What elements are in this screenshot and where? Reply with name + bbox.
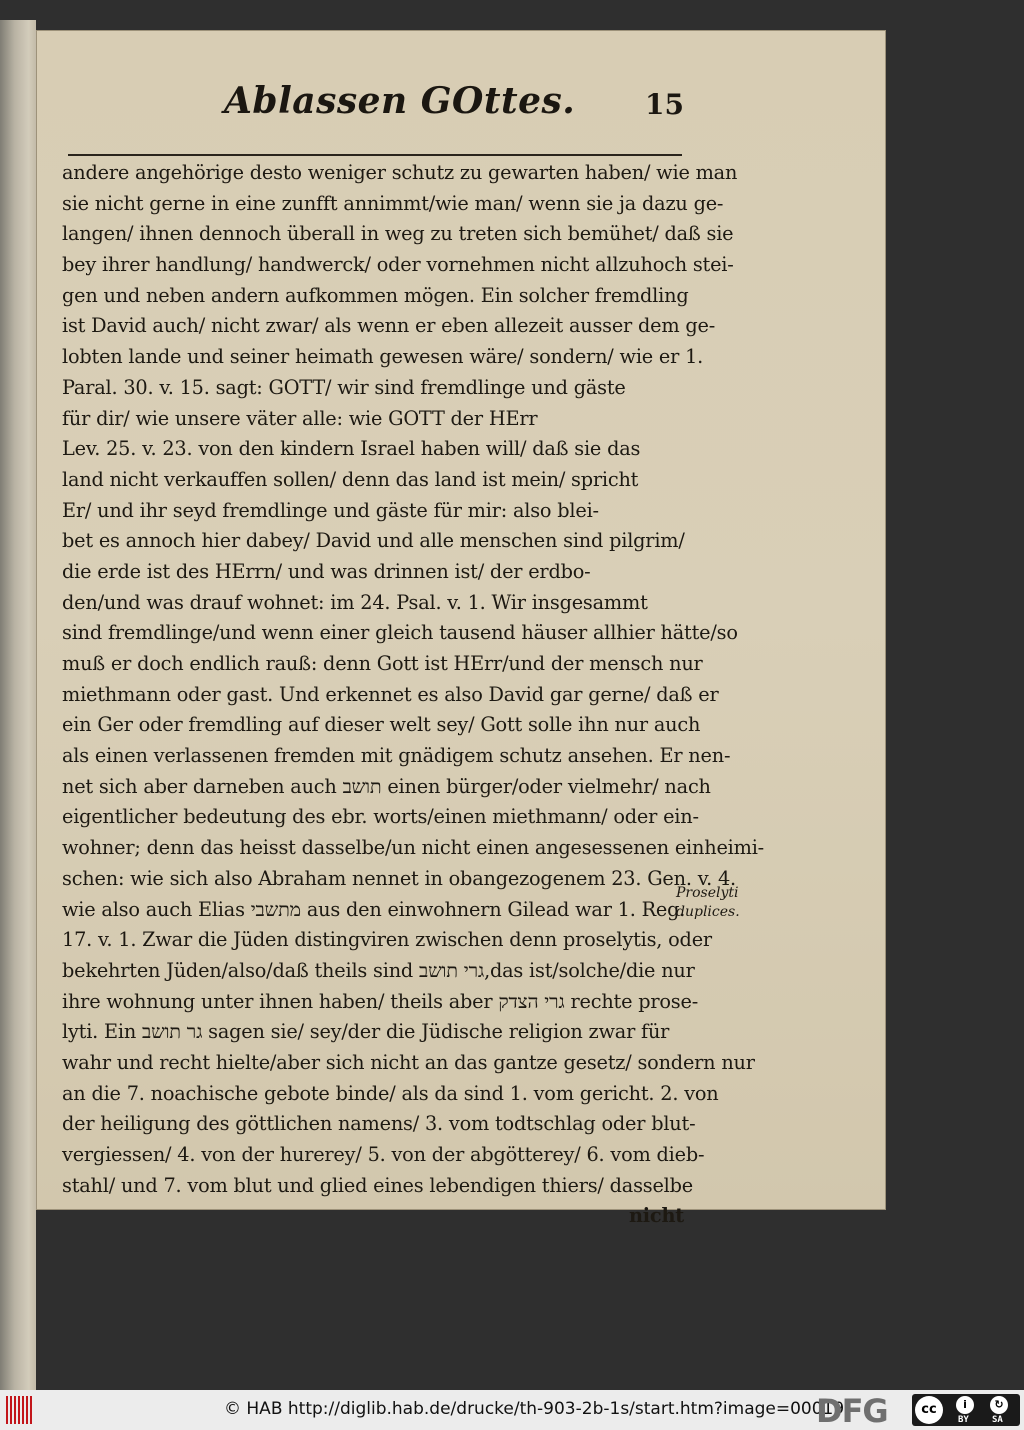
sa-icon: ↻	[990, 1396, 1008, 1414]
sa-label: SA	[992, 1415, 1003, 1425]
text-line: eigentlicher bedeutung des ebr. worts/einen miethmann/ oder ein-	[62, 805, 699, 829]
text-line: der heiligung des göttlichen namens/ 3. vom todtschlag oder blut-	[62, 1112, 696, 1136]
text-line: bekehrten Jüden/also/daß theils sind גרי תושב,das ist/solche/die nur	[62, 958, 695, 982]
text-line: Paral. 30. v. 15. sagt: GOTT/ wir sind fremdlinge und gäste	[62, 375, 626, 399]
text-line: sind fremdlinge/und wenn einer gleich tausend häuser allhier hätte/so	[62, 621, 738, 645]
marginal-note	[676, 884, 772, 922]
text-line: an die 7. noachische gebote binde/ als da sind 1. vom gericht. 2. von	[62, 1081, 719, 1105]
marginal-note-line: Proselyti	[676, 885, 739, 901]
text-line: net sich aber darneben auch תושב einen bürger/oder vielmehr/ nach	[62, 774, 711, 798]
text-line: wohner; denn das heisst dasselbe/un nicht einen angesessenen einheimi-	[62, 836, 764, 860]
barcode-icon	[6, 1396, 36, 1424]
text-line: Lev. 25. v. 23. von den kindern Israel haben will/ daß sie das	[62, 437, 641, 461]
cc-icon: cc	[915, 1396, 943, 1424]
text-line: gen und neben andern aufkommen mögen. Ein solcher fremdling	[62, 283, 689, 307]
text-line: sie nicht gerne in eine zunfft annimmt/wie man/ wenn sie ja dazu ge-	[62, 191, 724, 215]
text-line: als einen verlassenen fremden mit gnädigem schutz ansehen. Er nen-	[62, 744, 731, 768]
text-line: lyti. Ein גר תושב sagen sie/ sey/der die Jüdische religion zwar für	[62, 1020, 670, 1044]
by-label: BY	[958, 1415, 969, 1425]
text-line: andere angehörige desto weniger schutz zu gewarten haben/ wie man	[62, 161, 738, 184]
text-line: stahl/ und 7. vom blut und glied eines lebendigen thiers/ dasselbe	[62, 1173, 693, 1197]
cc-license-badge[interactable]	[912, 1394, 1020, 1426]
text-line: miethmann oder gast. Und erkennet es also David gar gerne/ daß er	[62, 682, 719, 706]
running-header	[184, 80, 684, 130]
text-line: den/und was drauf wohnet: im 24. Psal. v. 1. Wir insgesammt	[62, 590, 648, 614]
text-line: wahr und recht hielte/aber sich nicht an das gantze gesetz/ sondern nur	[62, 1050, 755, 1074]
text-line: land nicht verkauffen sollen/ denn das land ist mein/ spricht	[62, 467, 639, 491]
text-line: für dir/ wie unsere väter alle: wie GOTT der HErr	[62, 406, 538, 430]
previous-page-edge	[0, 20, 36, 1390]
text-line: lobten lande und seiner heimath gewesen wäre/ sondern/ wie er 1.	[62, 345, 704, 369]
running-title: Ablassen GOttes.	[224, 80, 576, 122]
text-line: langen/ ihnen dennoch überall in weg zu treten sich bemühet/ daß sie	[62, 222, 734, 246]
by-icon: i	[956, 1396, 974, 1414]
text-line: 17. v. 1. Zwar die Jüden distingviren zwischen denn proselytis, oder	[62, 928, 712, 952]
marginal-note-line: duplices.	[676, 904, 740, 920]
catchword: nicht	[628, 1204, 684, 1228]
header-rule	[68, 154, 682, 156]
page-number: 15	[645, 88, 684, 121]
text-line: die erde ist des HErrn/ und was drinnen ist/ der erdbo-	[62, 559, 591, 583]
text-line: bey ihrer handlung/ handwerck/ oder vornehmen nicht allzuhoch stei-	[62, 253, 734, 277]
text-line: bet es annoch hier dabey/ David und alle menschen sind pilgrim/	[62, 529, 685, 553]
dfg-logo: DFG	[816, 1392, 888, 1430]
text-line: Er/ und ihr seyd fremdlinge und gäste für mir: also blei-	[62, 498, 599, 522]
text-line: muß er doch endlich rauß: denn Gott ist HErr/und der mensch nur	[62, 652, 703, 675]
text-line: ist David auch/ nicht zwar/ als wenn er eben allezeit ausser dem ge-	[62, 314, 716, 338]
viewer-footer	[0, 1390, 1024, 1430]
text-line: vergiessen/ 4. von der hurerey/ 5. von der abgötterey/ 6. vom dieb-	[62, 1143, 705, 1166]
text-line: ein Ger oder fremdling auf dieser welt sey/ Gott solle ihn nur auch	[62, 713, 701, 737]
text-line: wie also auch Elias מתשבי aus den einwohnern Gilead war 1. Reg.	[62, 897, 686, 921]
text-line: schen: wie sich also Abraham nennet in obangezogenem 23. Gen. v. 4.	[62, 866, 736, 890]
text-line: ihre wohnung unter ihnen haben/ theils aber גרי הצדק rechte prose-	[62, 989, 699, 1013]
source-link[interactable]: © HAB http://diglib.hab.de/drucke/th-903-2b-1s/start.htm?image=00019	[224, 1399, 845, 1419]
